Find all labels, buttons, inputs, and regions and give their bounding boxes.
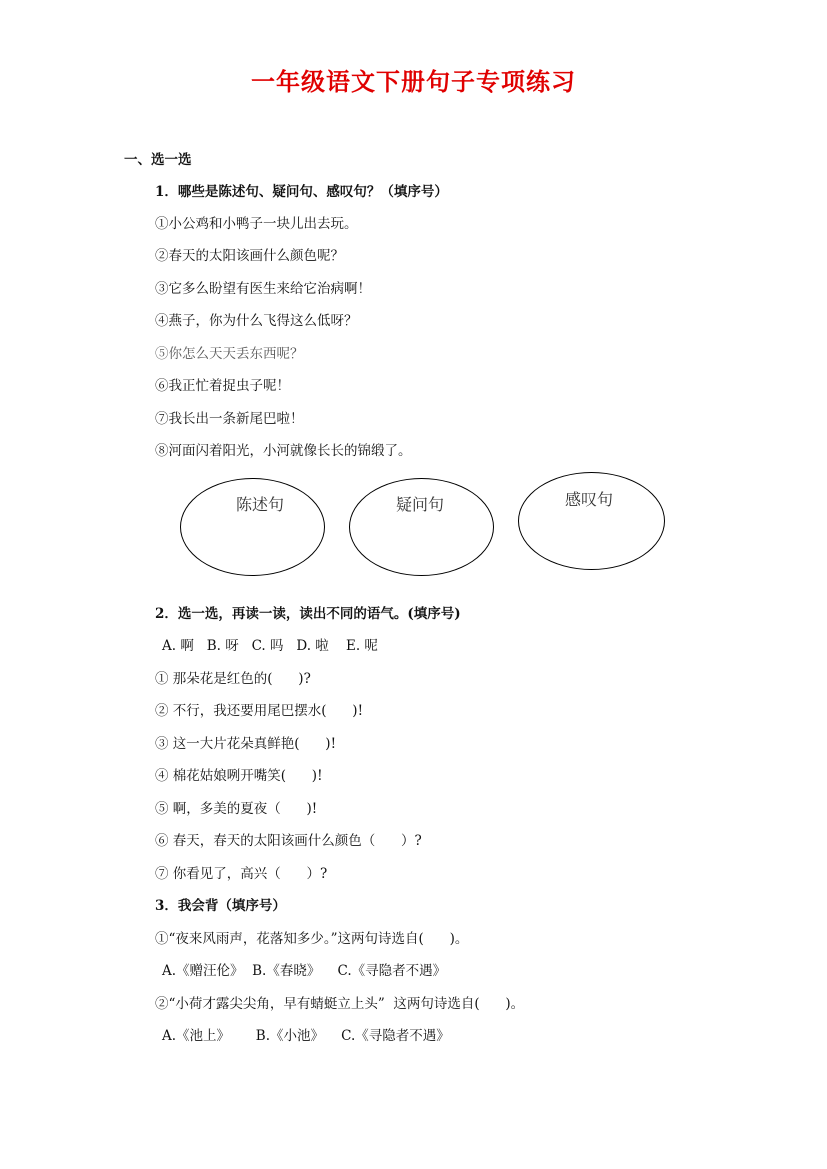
q2-item: ⑤ 啊，多美的夏夜（ )! xyxy=(155,801,318,817)
q1-item: ①小公鸡和小鸭子一块儿出去玩。 xyxy=(155,216,358,232)
q1-item: ④燕子，你为什么飞得这么低呀？ xyxy=(155,313,358,329)
q1-item: ②春天的太阳该画什么颜色呢？ xyxy=(155,248,344,264)
page-title: 一年级语文下册句子专项练习 xyxy=(251,67,576,96)
question-2-prompt: 2．选一选，再读一读，读出不同的语气。(填序号) xyxy=(155,606,461,622)
q2-item: ② 不行，我还要用尾巴摆水( )! xyxy=(155,703,363,719)
question-3-prompt: 3．我会背（填序号） xyxy=(155,898,286,914)
interrogative-label: 疑问句 xyxy=(396,495,445,514)
exclamatory-label: 感叹句 xyxy=(565,490,614,509)
q2-item: ① 那朵花是红色的( )? xyxy=(155,671,311,687)
q2-item: ⑥ 春天，春天的太阳该画什么颜色（ ）? xyxy=(155,833,422,849)
q3-options-1: A.《赠汪伦》 B.《春晓》 C.《寻隐者不遇》 xyxy=(162,963,447,979)
q1-item: ⑥我正忙着捉虫子呢！ xyxy=(155,378,290,394)
q1-item: ⑧河面闪着阳光，小河就像长长的锦缎了。 xyxy=(155,443,412,459)
q3-options-2: A.《池上》 B.《小池》 C.《寻隐者不遇》 xyxy=(162,1028,450,1044)
q3-item-2: ②“小荷才露尖尖角，早有蜻蜓立上头” 这两句诗选自( )。 xyxy=(155,996,525,1012)
q2-item: ⑦ 你看见了，高兴（ ）? xyxy=(155,866,328,882)
q1-item: ③它多么盼望有医生来给它治病啊！ xyxy=(155,281,371,297)
q3-item-1: ①“夜来风雨声，花落知多少。”这两句诗选自( )。 xyxy=(155,931,469,947)
section-heading: 一、选一选 xyxy=(124,152,192,168)
question-1-prompt: 1．哪些是陈述句、疑问句、感叹句？（填序号） xyxy=(155,184,448,200)
q1-item: ⑦我长出一条新尾巴啦！ xyxy=(155,411,304,427)
q2-item: ④ 棉花姑娘咧开嘴笑( )! xyxy=(155,768,323,784)
declarative-label: 陈述句 xyxy=(236,495,285,514)
q2-options: A. 啊 B. 呀 C. 吗 D. 啦 E. 呢 xyxy=(162,638,378,654)
q1-item: ⑤你怎么天天丢东西呢？ xyxy=(155,346,304,362)
q2-item: ③ 这一大片花朵真鲜艳( )! xyxy=(155,736,336,752)
